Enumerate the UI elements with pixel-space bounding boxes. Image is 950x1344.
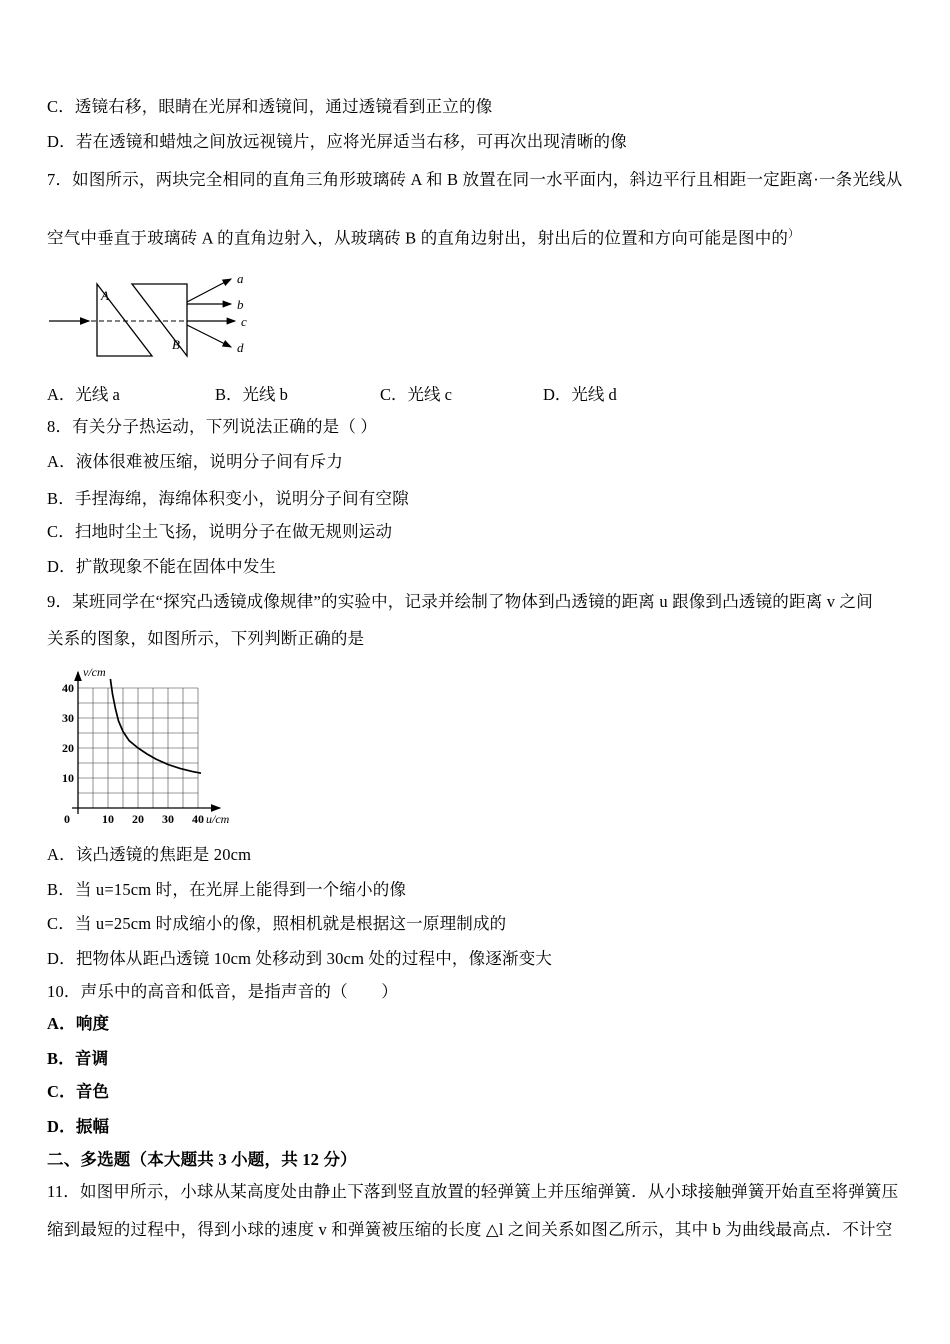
y-tick-30: 30 bbox=[62, 711, 74, 725]
x-tick-20: 20 bbox=[132, 812, 144, 826]
q7-option-a: A．光线 a bbox=[47, 385, 120, 404]
question-7-line-2 bbox=[47, 223, 799, 250]
prev-option-d: D．若在透镜和蜡烛之间放远视镜片，应将光屏适当右移，可再次出现清晰的像 bbox=[47, 132, 627, 151]
question-7-line-1: 7．如图所示，两块完全相同的直角三角形玻璃砖 A 和 B 放置在同一水平面内，斜边平行且相距一定距离·一条光线从 bbox=[47, 170, 903, 189]
exit-ray-d bbox=[187, 325, 231, 347]
question-8-title: 8．有关分子热运动，下列说法正确的是（ ） bbox=[47, 417, 378, 436]
uv-curve bbox=[110, 679, 201, 773]
q7-option-c: C．光线 c bbox=[380, 385, 452, 404]
q7-option-b: B．光线 b bbox=[215, 385, 288, 404]
prism-b-label: B bbox=[172, 337, 180, 352]
lens-graph bbox=[50, 656, 250, 834]
prism-svg bbox=[47, 272, 297, 368]
q7-line2-text: 空气中垂直于玻璃砖 A 的直角边射入，从玻璃砖 B 的直角边射出，射出后的位置和方向可能是图中的 bbox=[47, 228, 789, 248]
q10-option-c: C．音色 bbox=[47, 1082, 110, 1101]
section-2-header: 二、多选题（本大题共 3 小题，共 12 分） bbox=[47, 1150, 357, 1169]
q10-option-d: D．振幅 bbox=[47, 1117, 110, 1136]
exit-ray-a bbox=[187, 279, 231, 302]
x-tick-0: 0 bbox=[64, 812, 70, 826]
q9-option-a: A．该凸透镜的焦距是 20cm bbox=[47, 845, 252, 864]
x-tick-10: 10 bbox=[102, 812, 114, 826]
q8-option-a: A．液体很难被压缩，说明分子间有斥力 bbox=[47, 452, 344, 471]
q7-option-d: D．光线 d bbox=[543, 385, 617, 404]
ray-a-label: a bbox=[237, 272, 244, 286]
y-axis-label: v/cm bbox=[83, 665, 106, 679]
q8-option-d: D．扩散现象不能在固体中发生 bbox=[47, 557, 277, 576]
q10-option-a: A．响度 bbox=[47, 1014, 110, 1033]
y-tick-20: 20 bbox=[62, 741, 74, 755]
y-tick-40: 40 bbox=[62, 681, 74, 695]
figure-lens-graph bbox=[50, 656, 250, 839]
question-11-line-1: 11．如图甲所示，小球从某高度处由静止下落到竖直放置的轻弹簧上并压缩弹簧．从小球接触弹簧开始直至将弹簧压 bbox=[47, 1182, 899, 1201]
question-9-line-2: 关系的图象，如图所示，下列判断正确的是 bbox=[47, 629, 365, 648]
q8-option-b: B．手捏海绵，海绵体积变小，说明分子间有空隙 bbox=[47, 489, 409, 508]
question-9-line-1: 9．某班同学在“探究凸透镜成像规律”的实验中，记录并绘制了物体到凸透镜的距离 u 跟像到凸透镜的距离 v 之间 bbox=[47, 592, 873, 611]
x-tick-30: 30 bbox=[162, 812, 174, 826]
q8-option-c: C．扫地时尘土飞扬，说明分子在做无规则运动 bbox=[47, 522, 393, 541]
ray-d-label: d bbox=[237, 340, 244, 355]
prism-a-label: A bbox=[101, 288, 109, 303]
ray-c-label: c bbox=[241, 314, 247, 329]
prev-option-c: C．透镜右移，眼睛在光屏和透镜间，通过透镜看到正立的像 bbox=[47, 97, 493, 116]
q9-option-b: B．当 u=15cm 时，在光屏上能得到一个缩小的像 bbox=[47, 880, 407, 899]
x-axis-label: u/cm bbox=[206, 812, 230, 826]
q10-option-b: B．音调 bbox=[47, 1049, 109, 1068]
q7-line2-paren: ） bbox=[788, 228, 800, 240]
q9-option-c: C．当 u=25cm 时成缩小的像，照相机就是根据这一原理制成的 bbox=[47, 914, 507, 933]
x-tick-40: 40 bbox=[192, 812, 204, 826]
question-10-title: 10．声乐中的高音和低音，是指声音的（ ） bbox=[47, 982, 398, 1001]
q9-option-d: D．把物体从距凸透镜 10cm 处移动到 30cm 处的过程中，像逐渐变大 bbox=[47, 949, 553, 968]
y-tick-10: 10 bbox=[62, 771, 74, 785]
question-11-line-2: 缩到最短的过程中，得到小球的速度 v 和弹簧被压缩的长度 △l 之间关系如图乙所示，其中 b 为曲线最高点．不计空 bbox=[47, 1220, 893, 1239]
ray-b-label: b bbox=[237, 297, 244, 312]
figure-prism-diagram bbox=[47, 272, 297, 373]
